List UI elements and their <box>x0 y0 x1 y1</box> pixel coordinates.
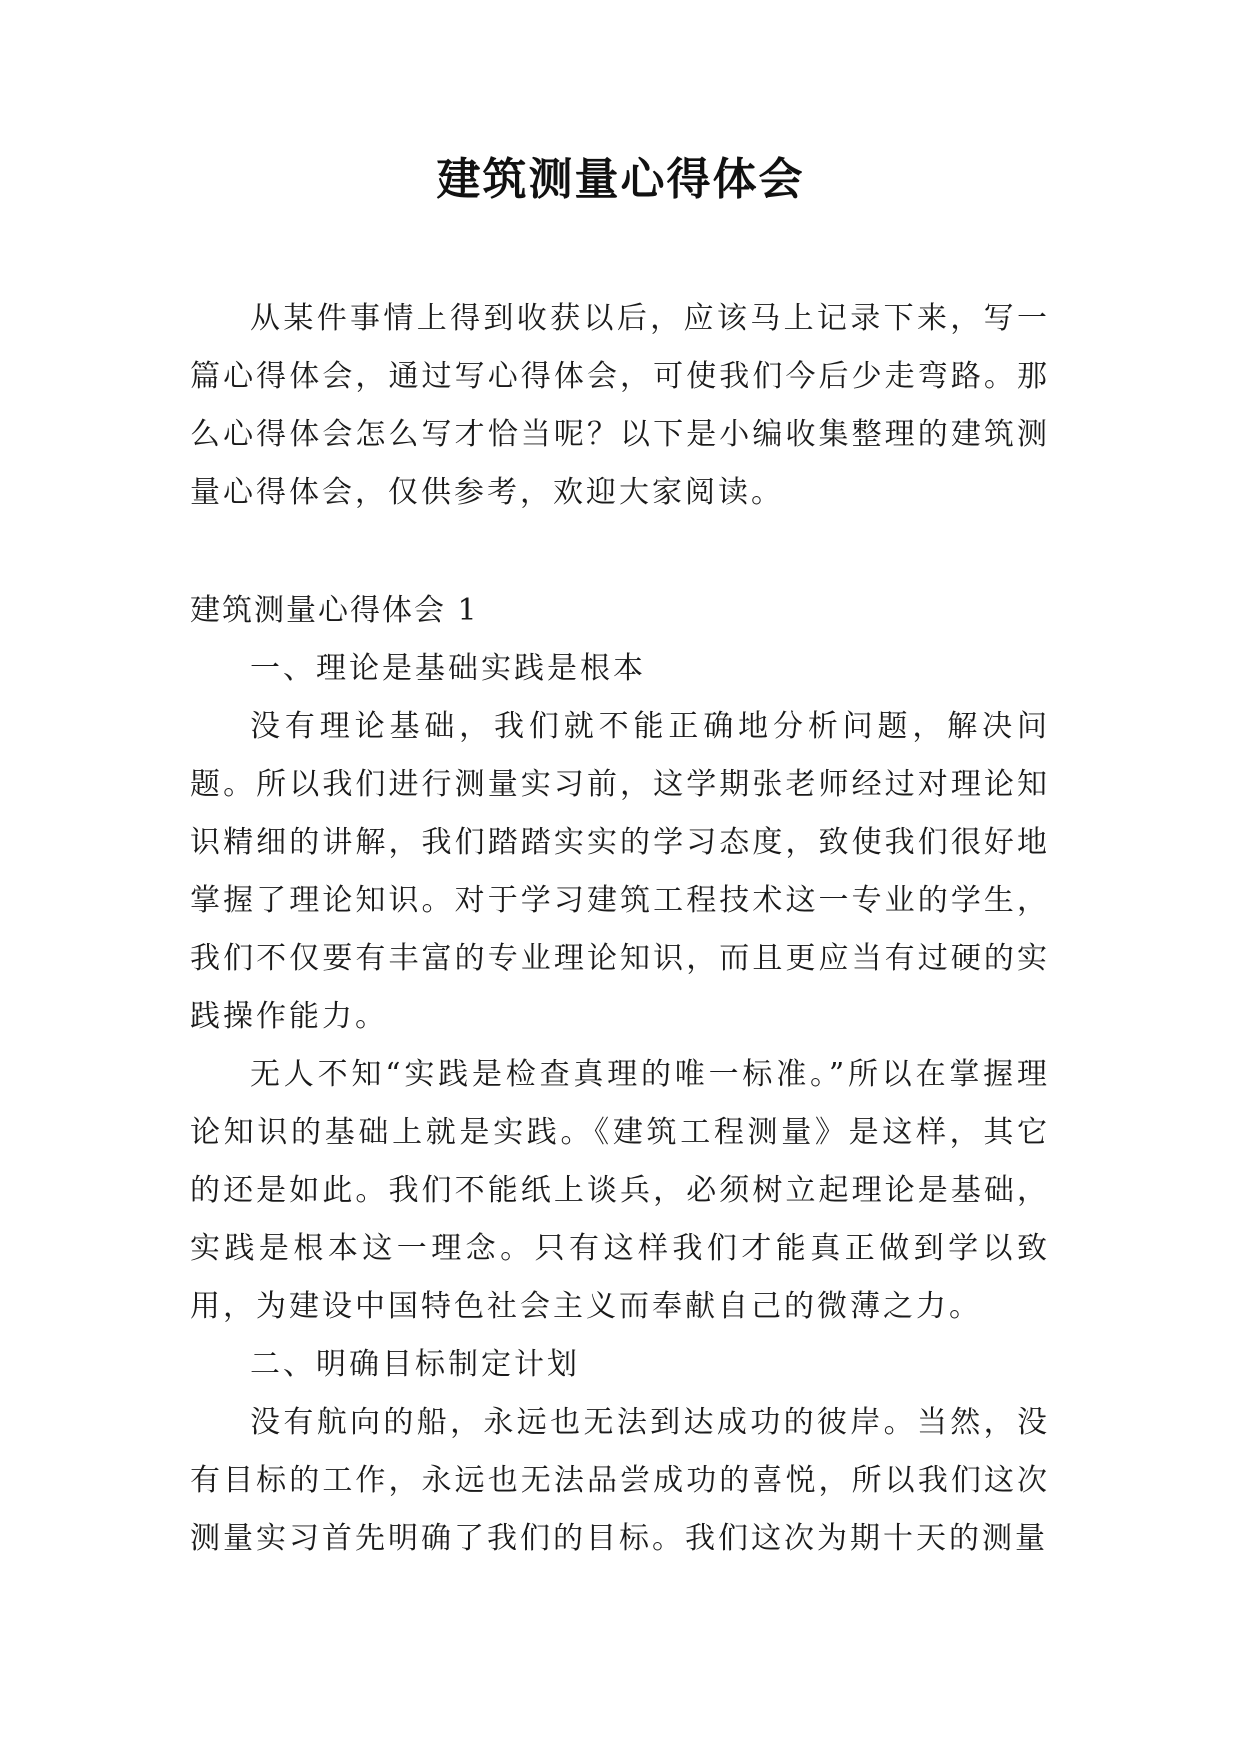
document-title: 建筑测量心得体会 <box>436 154 805 205</box>
document-body <box>190 290 1050 1568</box>
intro-paragraph: 从某件事情上得到收获以后，应该马上记录下来，写一篇心得体会，通过写心得体会，可使我们今后少走弯路。那么心得体会怎么写才恰当呢？以下是小编收集整理的建筑测量心得体会，仅供参考，欢迎大家阅读。 <box>190 301 1050 510</box>
subheading-theory-practice: 一、理论是基础实践是根本 <box>250 651 646 686</box>
section-heading: 建筑测量心得体会 1 <box>190 593 479 628</box>
paragraph-practice: 无人不知“实践是检查真理的唯一标准。”所以在掌握理论知识的基础上就是实践。《建筑工程测量》是这样，其它的还是如此。我们不能纸上谈兵，必须树立起理论是基础，实践是根本这一理念。只有这样我们才能真正做到学以致用，为建设中国特色社会主义而奉献自己的微薄之力。 <box>190 1057 1050 1324</box>
paragraph-goals: 没有航向的船，永远也无法到达成功的彼岸。当然，没有目标的工作，永远也无法品尝成功的喜悦，所以我们这次测量实习首先明确了我们的目标。我们这次为期十天的测量 <box>190 1405 1050 1556</box>
subheading-goals-plan: 二、明确目标制定计划 <box>250 1347 580 1382</box>
paragraph-theory: 没有理论基础，我们就不能正确地分析问题，解决问题。所以我们进行测量实习前，这学期张老师经过对理论知识精细的讲解，我们踏踏实实的学习态度，致使我们很好地掌握了理论知识。对于学习建筑工程技术这一专业的学生，我们不仅要有丰富的专业理论知识，而且更应当有过硬的实践操作能力。 <box>190 709 1050 1034</box>
